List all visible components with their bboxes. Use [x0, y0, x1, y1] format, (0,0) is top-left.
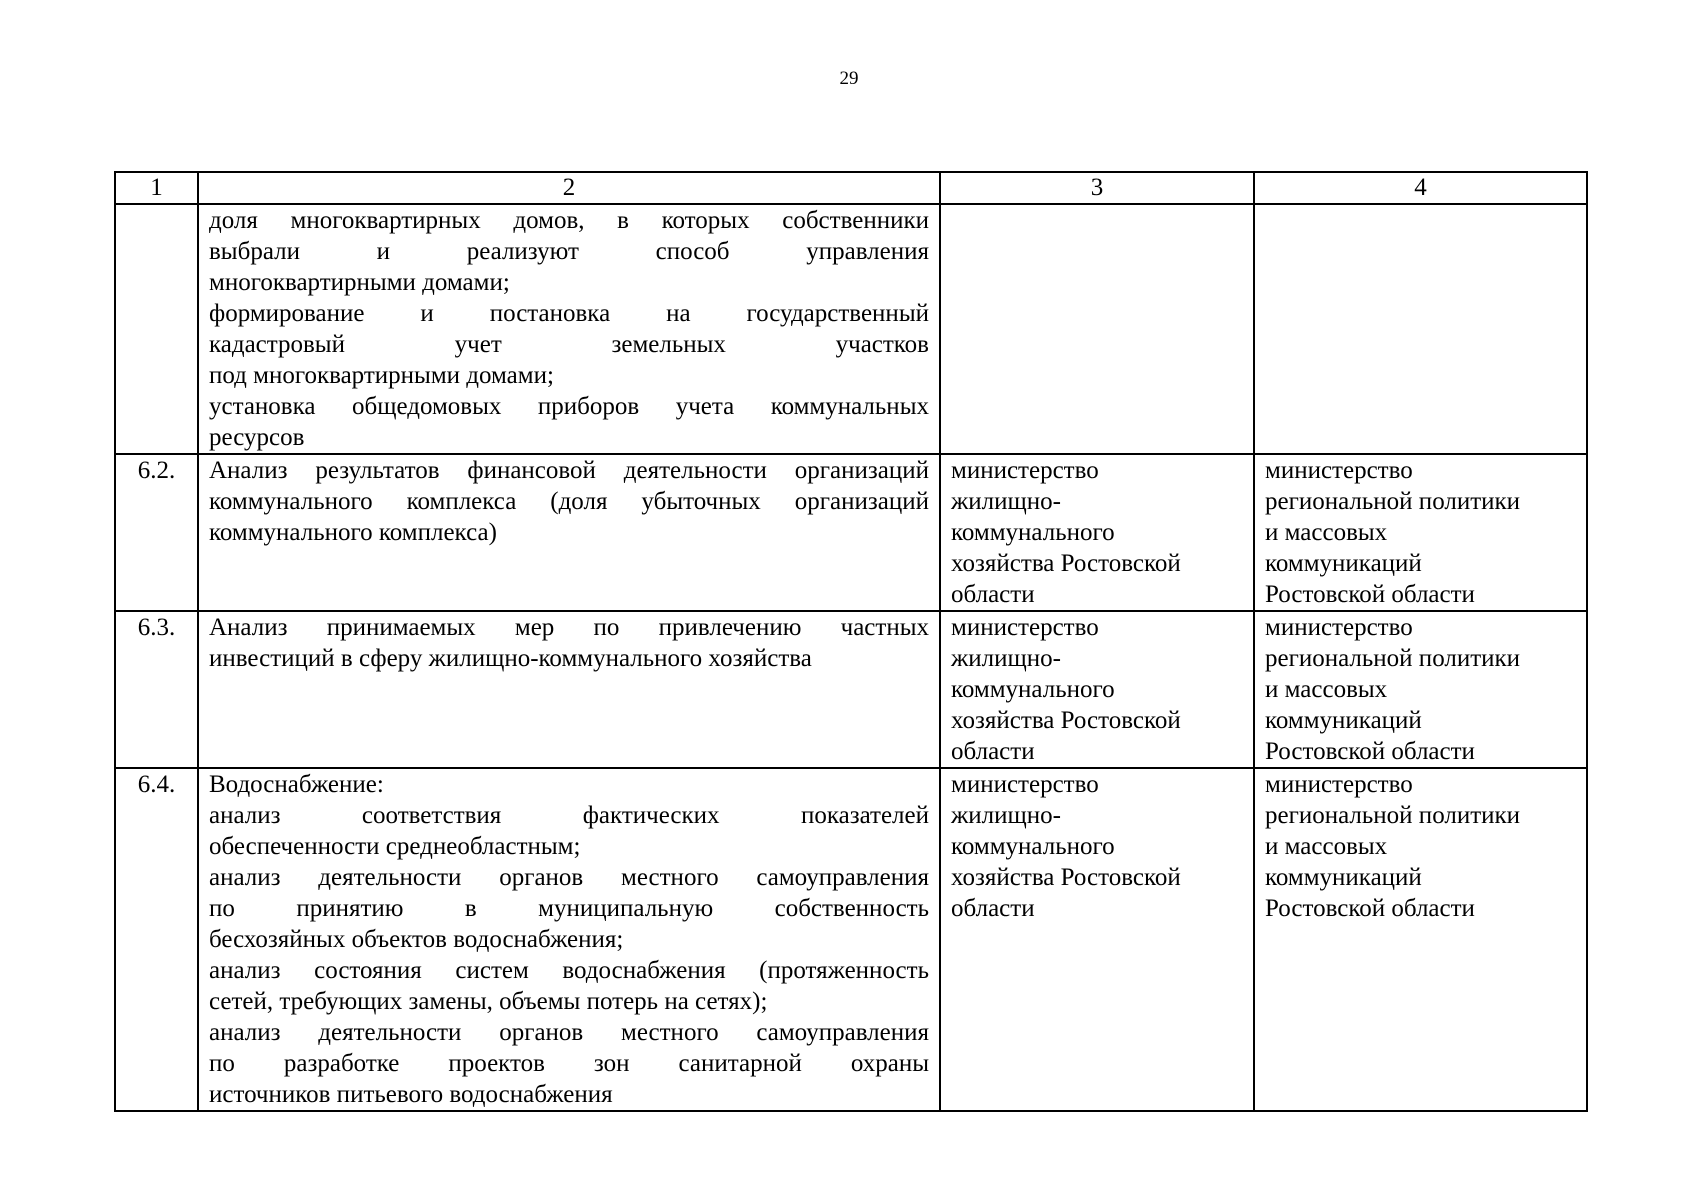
description-line: бесхозяйных объектов водоснабжения;: [209, 926, 624, 953]
row-number-cell: 6.4.: [115, 768, 198, 1111]
description-line: обеспеченности среднеобластным;: [209, 833, 581, 860]
organization-line: министерство: [951, 771, 1099, 798]
table-header-row: [115, 172, 1587, 204]
organization-line: министерство: [1265, 771, 1413, 798]
table-row: [115, 611, 1587, 768]
table-body: [115, 204, 1587, 1111]
organization-line: жилищно-: [951, 488, 1061, 515]
organization-line: коммуникаций: [1265, 550, 1422, 577]
description-line: сетей, требующих замены, объемы потерь на сетях);: [209, 988, 768, 1015]
description-line: анализ состояния систем водоснабжения (протяженность: [209, 957, 929, 984]
responsible-executor-cell: [940, 611, 1254, 768]
description-line: по принятию в муниципальную собственность: [209, 895, 929, 922]
organization-line: и массовых: [1265, 833, 1388, 860]
organization-line: министерство: [1265, 614, 1413, 641]
column-header-3: 3: [940, 172, 1254, 204]
row-number-cell: 6.3.: [115, 611, 198, 768]
description-line: ресурсов: [209, 424, 305, 451]
organization-line: хозяйства Ростовской: [951, 550, 1181, 577]
description-line: установка общедомовых приборов учета коммунальных: [209, 393, 929, 420]
co-executor-cell: [1254, 611, 1587, 768]
page-number: 29: [839, 68, 859, 89]
row-number-cell: 6.2.: [115, 454, 198, 611]
column-header-1: 1: [115, 172, 198, 204]
organization-line: коммуникаций: [1265, 864, 1422, 891]
organization-line: министерство: [1265, 457, 1413, 484]
description-line: под многоквартирными домами;: [209, 362, 554, 389]
description-line: анализ деятельности органов местного самоуправления: [209, 1019, 929, 1046]
organization-line: хозяйства Ростовской: [951, 707, 1181, 734]
description-line: по разработке проектов зон санитарной охраны: [209, 1050, 929, 1077]
organization-line: Ростовской области: [1265, 738, 1475, 765]
co-executor-cell: [1254, 454, 1587, 611]
responsible-executor-cell: [940, 454, 1254, 611]
organization-line: министерство: [951, 457, 1099, 484]
description-cell: [198, 768, 940, 1111]
responsible-executor-cell: [940, 204, 1254, 454]
description-line: инвестиций в сферу жилищно-коммунального хозяйства: [209, 645, 812, 672]
description-line: Анализ результатов финансовой деятельности организаций: [209, 457, 929, 484]
column-header-4: 4: [1254, 172, 1587, 204]
organization-line: хозяйства Ростовской: [951, 864, 1181, 891]
organization-line: региональной политики: [1265, 488, 1521, 515]
row-number-cell: [115, 204, 198, 454]
description-line: Водоснабжение:: [209, 771, 384, 798]
organization-line: коммунального: [951, 676, 1115, 703]
description-cell: [198, 454, 940, 611]
co-executor-cell: [1254, 768, 1587, 1111]
description-line: анализ деятельности органов местного самоуправления: [209, 864, 929, 891]
description-line: кадастровый учет земельных участков: [209, 331, 929, 358]
description-cell: [198, 204, 940, 454]
organization-line: Ростовской области: [1265, 895, 1475, 922]
organization-line: области: [951, 738, 1035, 765]
description-line: источников питьевого водоснабжения: [209, 1081, 613, 1108]
organization-line: области: [951, 581, 1035, 608]
column-header-2: 2: [198, 172, 940, 204]
organization-line: жилищно-: [951, 802, 1061, 829]
organization-line: региональной политики: [1265, 802, 1521, 829]
organization-line: Ростовской области: [1265, 581, 1475, 608]
responsible-executor-cell: [940, 768, 1254, 1111]
description-line: Анализ принимаемых мер по привлечению частных: [209, 614, 929, 641]
description-line: выбрали и реализуют способ управления: [209, 238, 929, 265]
document-table: [114, 171, 1588, 1112]
description-line: формирование и постановка на государственный: [209, 300, 929, 327]
description-line: многоквартирными домами;: [209, 269, 510, 296]
organization-line: министерство: [951, 614, 1099, 641]
organization-line: коммуникаций: [1265, 707, 1422, 734]
organization-line: региональной политики: [1265, 645, 1521, 672]
organization-line: жилищно-: [951, 645, 1061, 672]
description-line: коммунального комплекса (доля убыточных организаций: [209, 488, 929, 515]
organization-line: и массовых: [1265, 519, 1388, 546]
description-line: коммунального комплекса): [209, 519, 497, 546]
description-line: анализ соответствия фактических показателей: [209, 802, 929, 829]
organization-line: и массовых: [1265, 676, 1388, 703]
description-cell: [198, 611, 940, 768]
table-row: [115, 204, 1587, 454]
table-row: [115, 454, 1587, 611]
description-line: доля многоквартирных домов, в которых собственники: [209, 207, 929, 234]
co-executor-cell: [1254, 204, 1587, 454]
organization-line: коммунального: [951, 833, 1115, 860]
table-row: [115, 768, 1587, 1111]
organization-line: области: [951, 895, 1035, 922]
organization-line: коммунального: [951, 519, 1115, 546]
